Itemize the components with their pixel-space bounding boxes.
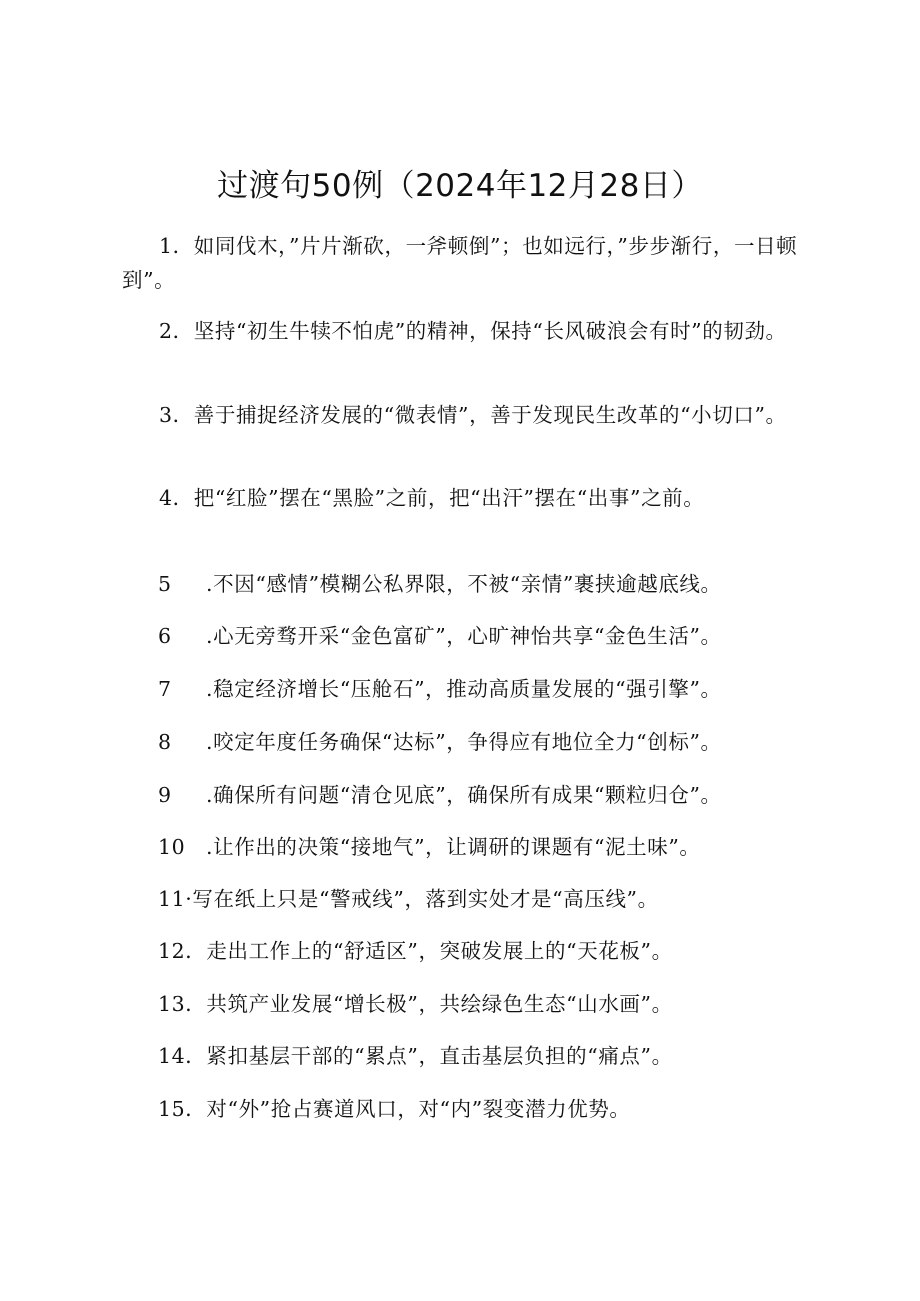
list-item: 2．坚持“初生牛犊不怕虎”的精神，保持“长风破浪会有时”的韧劲。 <box>159 319 787 343</box>
list-item: 14．紧扣基层干部的“累点”，直击基层负担的“痛点”。 <box>158 1044 673 1068</box>
list-item: 12．走出工作上的“舒适区”，突破发展上的“天花板”。 <box>158 939 673 963</box>
list-item: 13．共筑产业发展“增长极”，共绘绿色生态“山水画”。 <box>158 992 673 1016</box>
item-number: 7 <box>158 677 172 701</box>
item-text: .咬定年度任务确保“达标”，争得应有地位全力“创标”。 <box>206 730 722 754</box>
item-text: .不因“感情”模糊公私界限，不被“亲情”裹挟逾越底线。 <box>206 572 722 596</box>
item-number: 5 <box>158 572 172 596</box>
item-number: 10 <box>158 835 186 859</box>
item-number: 6 <box>158 624 172 648</box>
list-item: 4．把“红脸”摆在“黑脸”之前，把“出汗”摆在“出事”之前。 <box>159 486 705 510</box>
item-number: 8 <box>158 730 172 754</box>
item-text: .心无旁骛开采“金色富矿”，心旷神怡共享“金色生活”。 <box>206 624 722 648</box>
document-title: 过渡句50例（2024年12月28日） <box>217 168 703 204</box>
list-item: 1．如同伐木，”片片渐砍，一斧顿倒”；也如远行，”步步渐行，一日顿到”。 <box>122 234 798 292</box>
item-number: 9 <box>158 783 172 807</box>
list-item <box>158 780 722 810</box>
list-item: 3．善于捕捉经济发展的“微表情”，善于发现民生改革的“小切口”。 <box>159 403 787 427</box>
list-item <box>158 569 722 599</box>
list-item: 11·写在纸上只是“警戒线”，落到实处才是“高压线”。 <box>158 887 659 911</box>
item-text: .确保所有问题“清仓见底”，确保所有成果“颗粒归仓”。 <box>206 783 722 807</box>
list-item <box>158 621 722 651</box>
list-item <box>158 832 701 862</box>
list-item <box>158 674 722 704</box>
item-text: .让作出的决策“接地气”，让调研的课题有“泥土味”。 <box>206 835 701 859</box>
list-item <box>158 727 722 757</box>
item-text: .稳定经济增长“压舱石”，推动高质量发展的“强引擎”。 <box>206 677 722 701</box>
list-item: 15．对“外”抢占赛道风口，对“内”裂变潜力优势。 <box>158 1097 631 1121</box>
